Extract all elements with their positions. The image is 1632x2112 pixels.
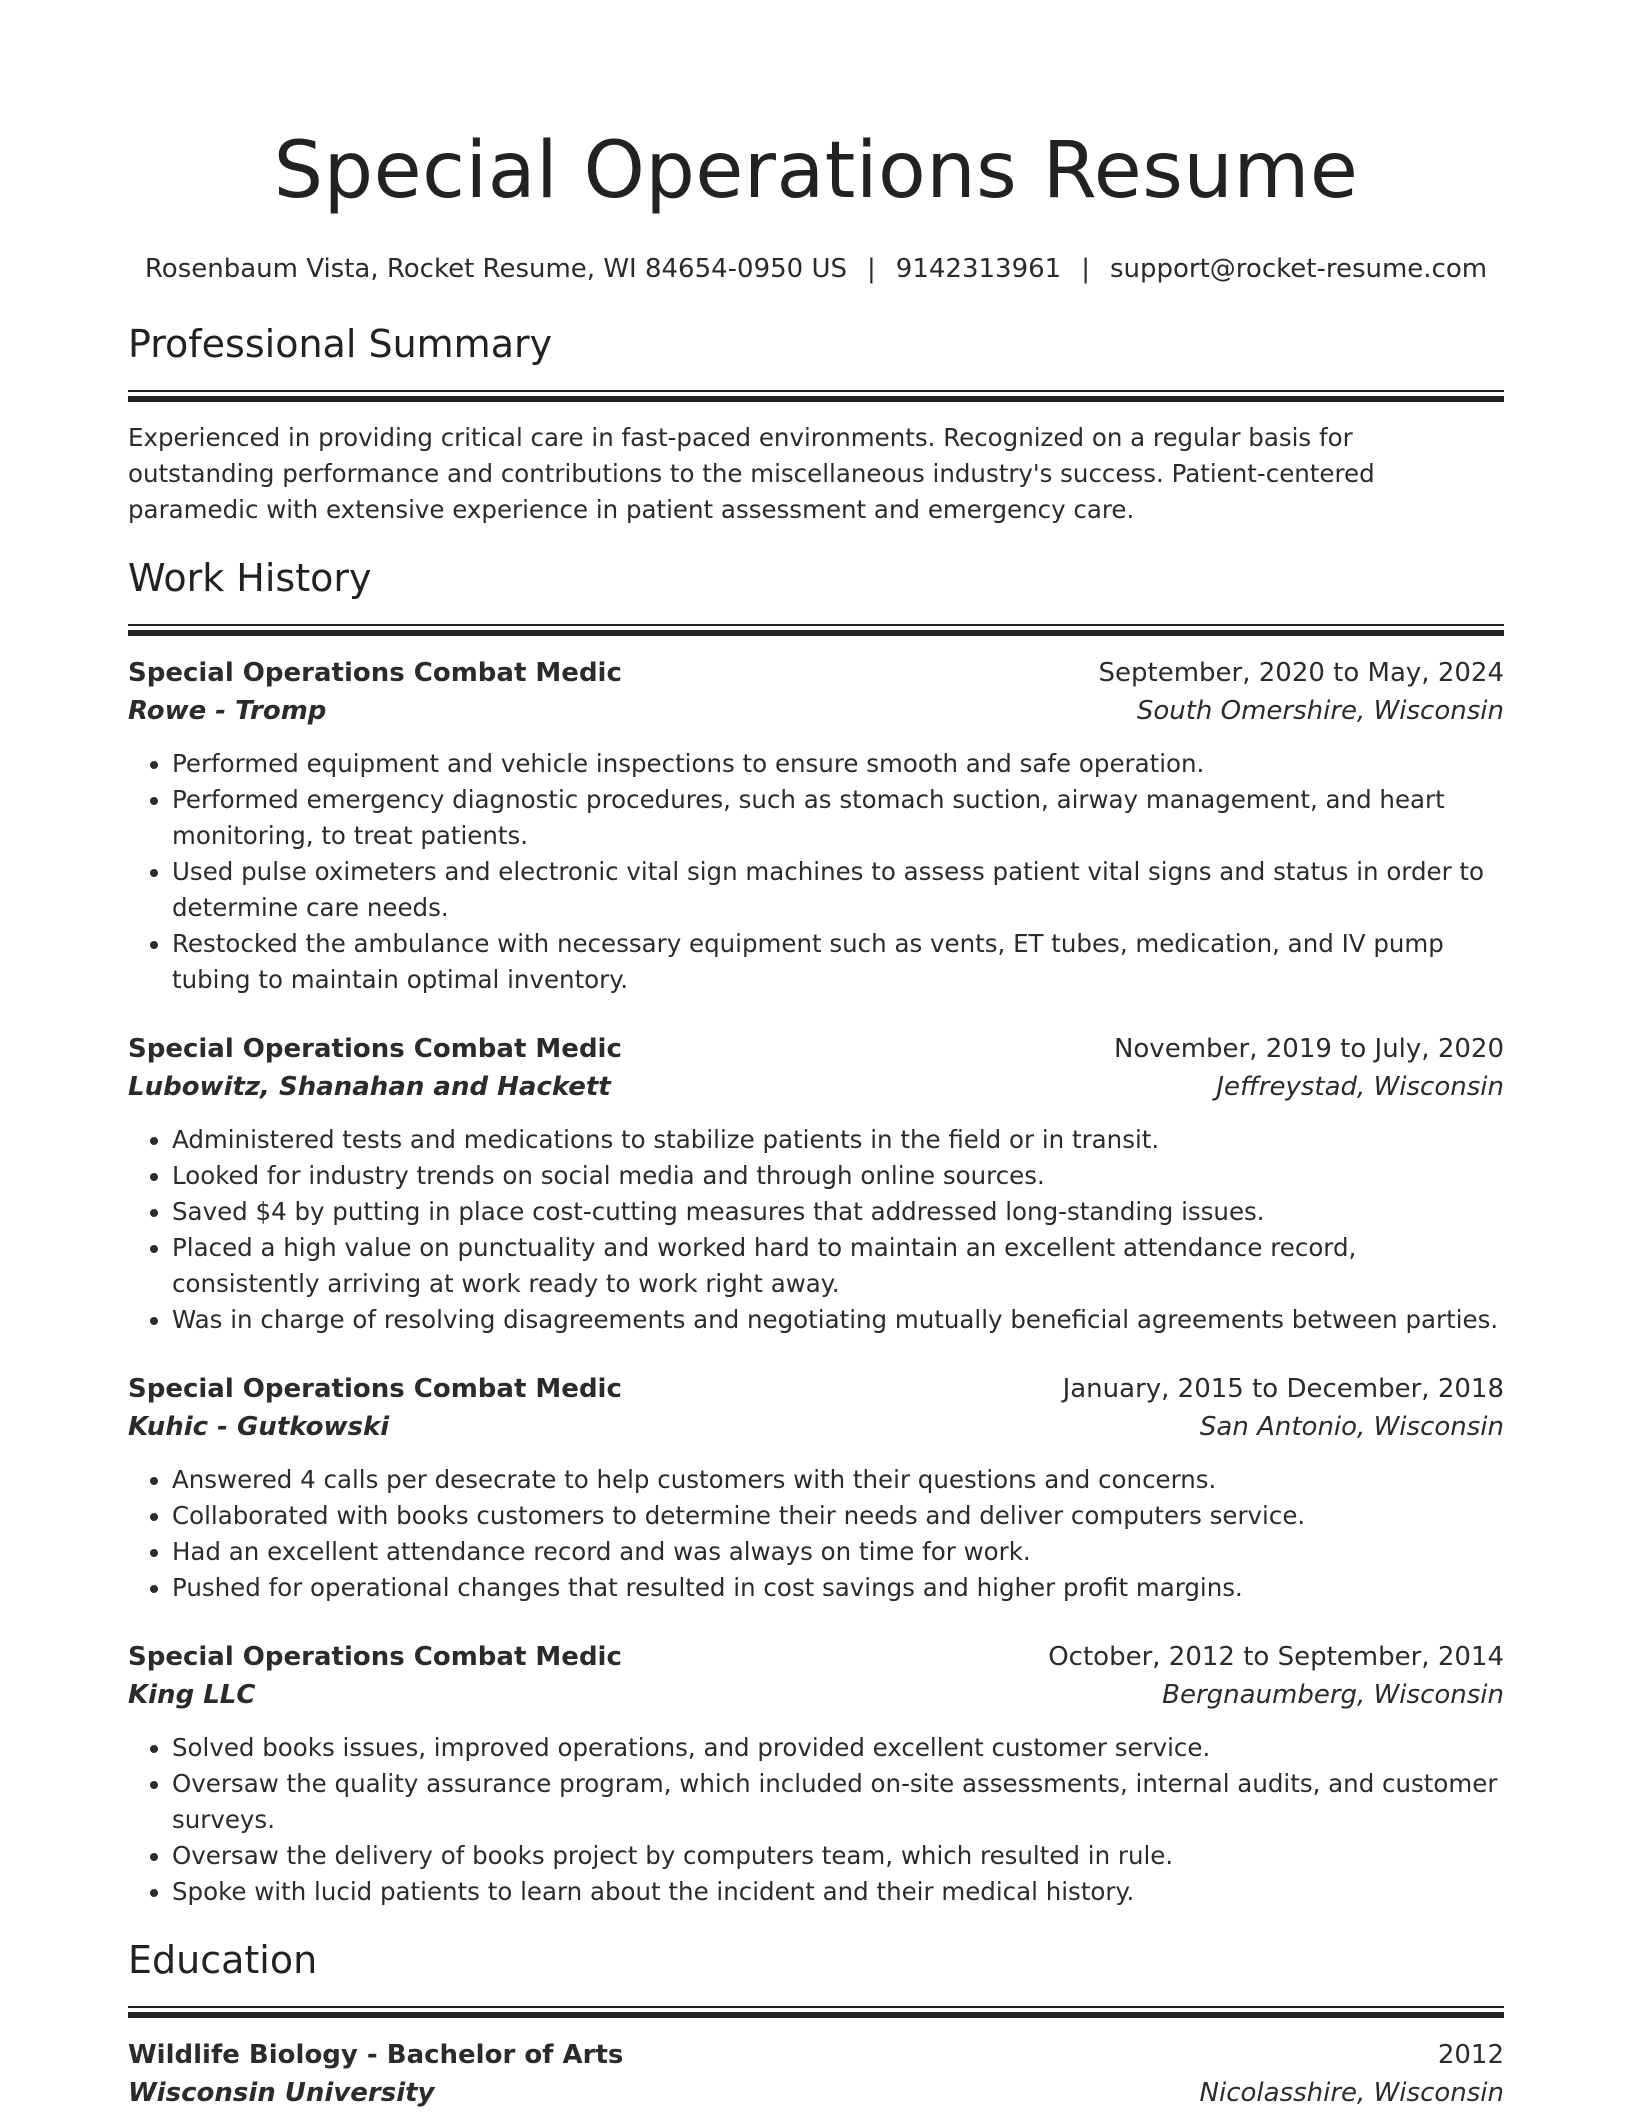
list-item: • Oversaw the delivery of books project by computers team, which resulted in rule. [172, 1838, 1504, 1874]
job-header-row [128, 1030, 1504, 1068]
education-location: Nicolasshire, Wisconsin [1199, 2078, 1504, 2108]
resume-title: Special Operations Resume [273, 126, 1359, 216]
job-entry [128, 1030, 1504, 1338]
job-dates: October, 2012 to September, 2014 [1048, 1642, 1504, 1672]
job-title: Special Operations Combat Medic [128, 1034, 622, 1064]
list-item: • Placed a high value on punctuality and worked hard to maintain an excellent attendance record, consistently arriving at work ready to work right away. [172, 1230, 1504, 1302]
contact-address: Rosenbaum Vista, Rocket Resume, WI 84654-0950 US [144, 254, 848, 284]
list-item: • Spoke with lucid patients to learn about the incident and their medical history. [172, 1874, 1504, 1910]
job-entry [128, 1370, 1504, 1606]
job-location: Jeffreystad, Wisconsin [1216, 1072, 1504, 1102]
education-year: 2012 [1437, 2040, 1504, 2070]
job-location: Bergnaumberg, Wisconsin [1162, 1680, 1504, 1710]
job-company-row [128, 1408, 1504, 1446]
job-header-row [128, 1638, 1504, 1676]
job-bullet-list [128, 1122, 1504, 1338]
list-item: • Performed emergency diagnostic procedures, such as stomach suction, airway management, and heart monitoring, to treat patients. [172, 782, 1504, 854]
job-company: Kuhic - Gutkowski [128, 1412, 390, 1442]
list-item: • Looked for industry trends on social media and through online sources. [172, 1158, 1504, 1194]
job-bullet-list [128, 1462, 1504, 1606]
contact-phone: 9142313961 [895, 254, 1062, 284]
job-dates: September, 2020 to May, 2024 [1098, 658, 1504, 688]
education-degree: Wildlife Biology - Bachelor of Arts [128, 2040, 624, 2070]
section-divider [128, 624, 1504, 636]
job-company: Rowe - Tromp [128, 696, 327, 726]
job-title: Special Operations Combat Medic [128, 658, 622, 688]
list-item: • Was in charge of resolving disagreements and negotiating mutually beneficial agreements between parties. [172, 1302, 1504, 1338]
list-item: • Performed equipment and vehicle inspections to ensure smooth and safe operation. [172, 746, 1504, 782]
job-bullet-list [128, 746, 1504, 998]
summary-section [128, 320, 1504, 528]
education-school-row [128, 2074, 1504, 2112]
job-dates: November, 2019 to July, 2020 [1113, 1034, 1504, 1064]
contact-separator: | [867, 254, 876, 284]
job-company: King LLC [128, 1680, 256, 1710]
list-item: • Saved $4 by putting in place cost-cutting measures that addressed long-standing issues. [172, 1194, 1504, 1230]
section-heading-work: Work History [128, 556, 372, 600]
job-location: San Antonio, Wisconsin [1199, 1412, 1504, 1442]
section-heading-education: Education [128, 1938, 318, 1982]
list-item: • Solved books issues, improved operations, and provided excellent customer service. [172, 1730, 1504, 1766]
job-entry [128, 1638, 1504, 1910]
education-entry [128, 2036, 1504, 2112]
contact-separator: | [1081, 254, 1090, 284]
section-divider [128, 2006, 1504, 2018]
job-entry [128, 654, 1504, 998]
list-item: • Oversaw the quality assurance program, which included on-site assessments, internal audits, and customer surveys. [172, 1766, 1504, 1838]
job-location: South Omershire, Wisconsin [1136, 696, 1504, 726]
list-item: • Administered tests and medications to stabilize patients in the field or in transit. [172, 1122, 1504, 1158]
job-bullet-list [128, 1730, 1504, 1910]
job-company-row [128, 1068, 1504, 1106]
list-item: • Had an excellent attendance record and was always on time for work. [172, 1534, 1504, 1570]
work-section [128, 554, 1504, 1910]
job-header-row [128, 654, 1504, 692]
list-item: • Used pulse oximeters and electronic vital sign machines to assess patient vital signs and status in order to determine care needs. [172, 854, 1504, 926]
contact-line [128, 252, 1504, 286]
job-header-row [128, 1370, 1504, 1408]
job-title: Special Operations Combat Medic [128, 1374, 622, 1404]
education-section [128, 1936, 1504, 2112]
list-item: • Answered 4 calls per desecrate to help customers with their questions and concerns. [172, 1462, 1504, 1498]
list-item: • Pushed for operational changes that resulted in cost savings and higher profit margins. [172, 1570, 1504, 1606]
job-company-row [128, 1676, 1504, 1714]
list-item: • Collaborated with books customers to determine their needs and deliver computers service. [172, 1498, 1504, 1534]
job-title: Special Operations Combat Medic [128, 1642, 622, 1672]
education-header-row [128, 2036, 1504, 2074]
list-item: • Restocked the ambulance with necessary equipment such as vents, ET tubes, medication, and IV pump tubing to maintain optimal inventory. [172, 926, 1504, 998]
job-dates: January, 2015 to December, 2018 [1062, 1374, 1504, 1404]
section-heading-summary: Professional Summary [128, 322, 553, 366]
job-company-row [128, 692, 1504, 730]
section-divider [128, 390, 1504, 402]
contact-email: support@rocket-resume.com [1109, 254, 1488, 284]
job-company: Lubowitz, Shanahan and Hackett [128, 1072, 611, 1102]
education-school: Wisconsin University [128, 2078, 435, 2108]
summary-text: Experienced in providing critical care in fast-paced environments. Recognized on a regular basis for outstanding performance and contributions to the miscellaneous industry's success. Patient-centered paramedic with extensive experience in patient assessment and emergency care. [128, 423, 1375, 524]
